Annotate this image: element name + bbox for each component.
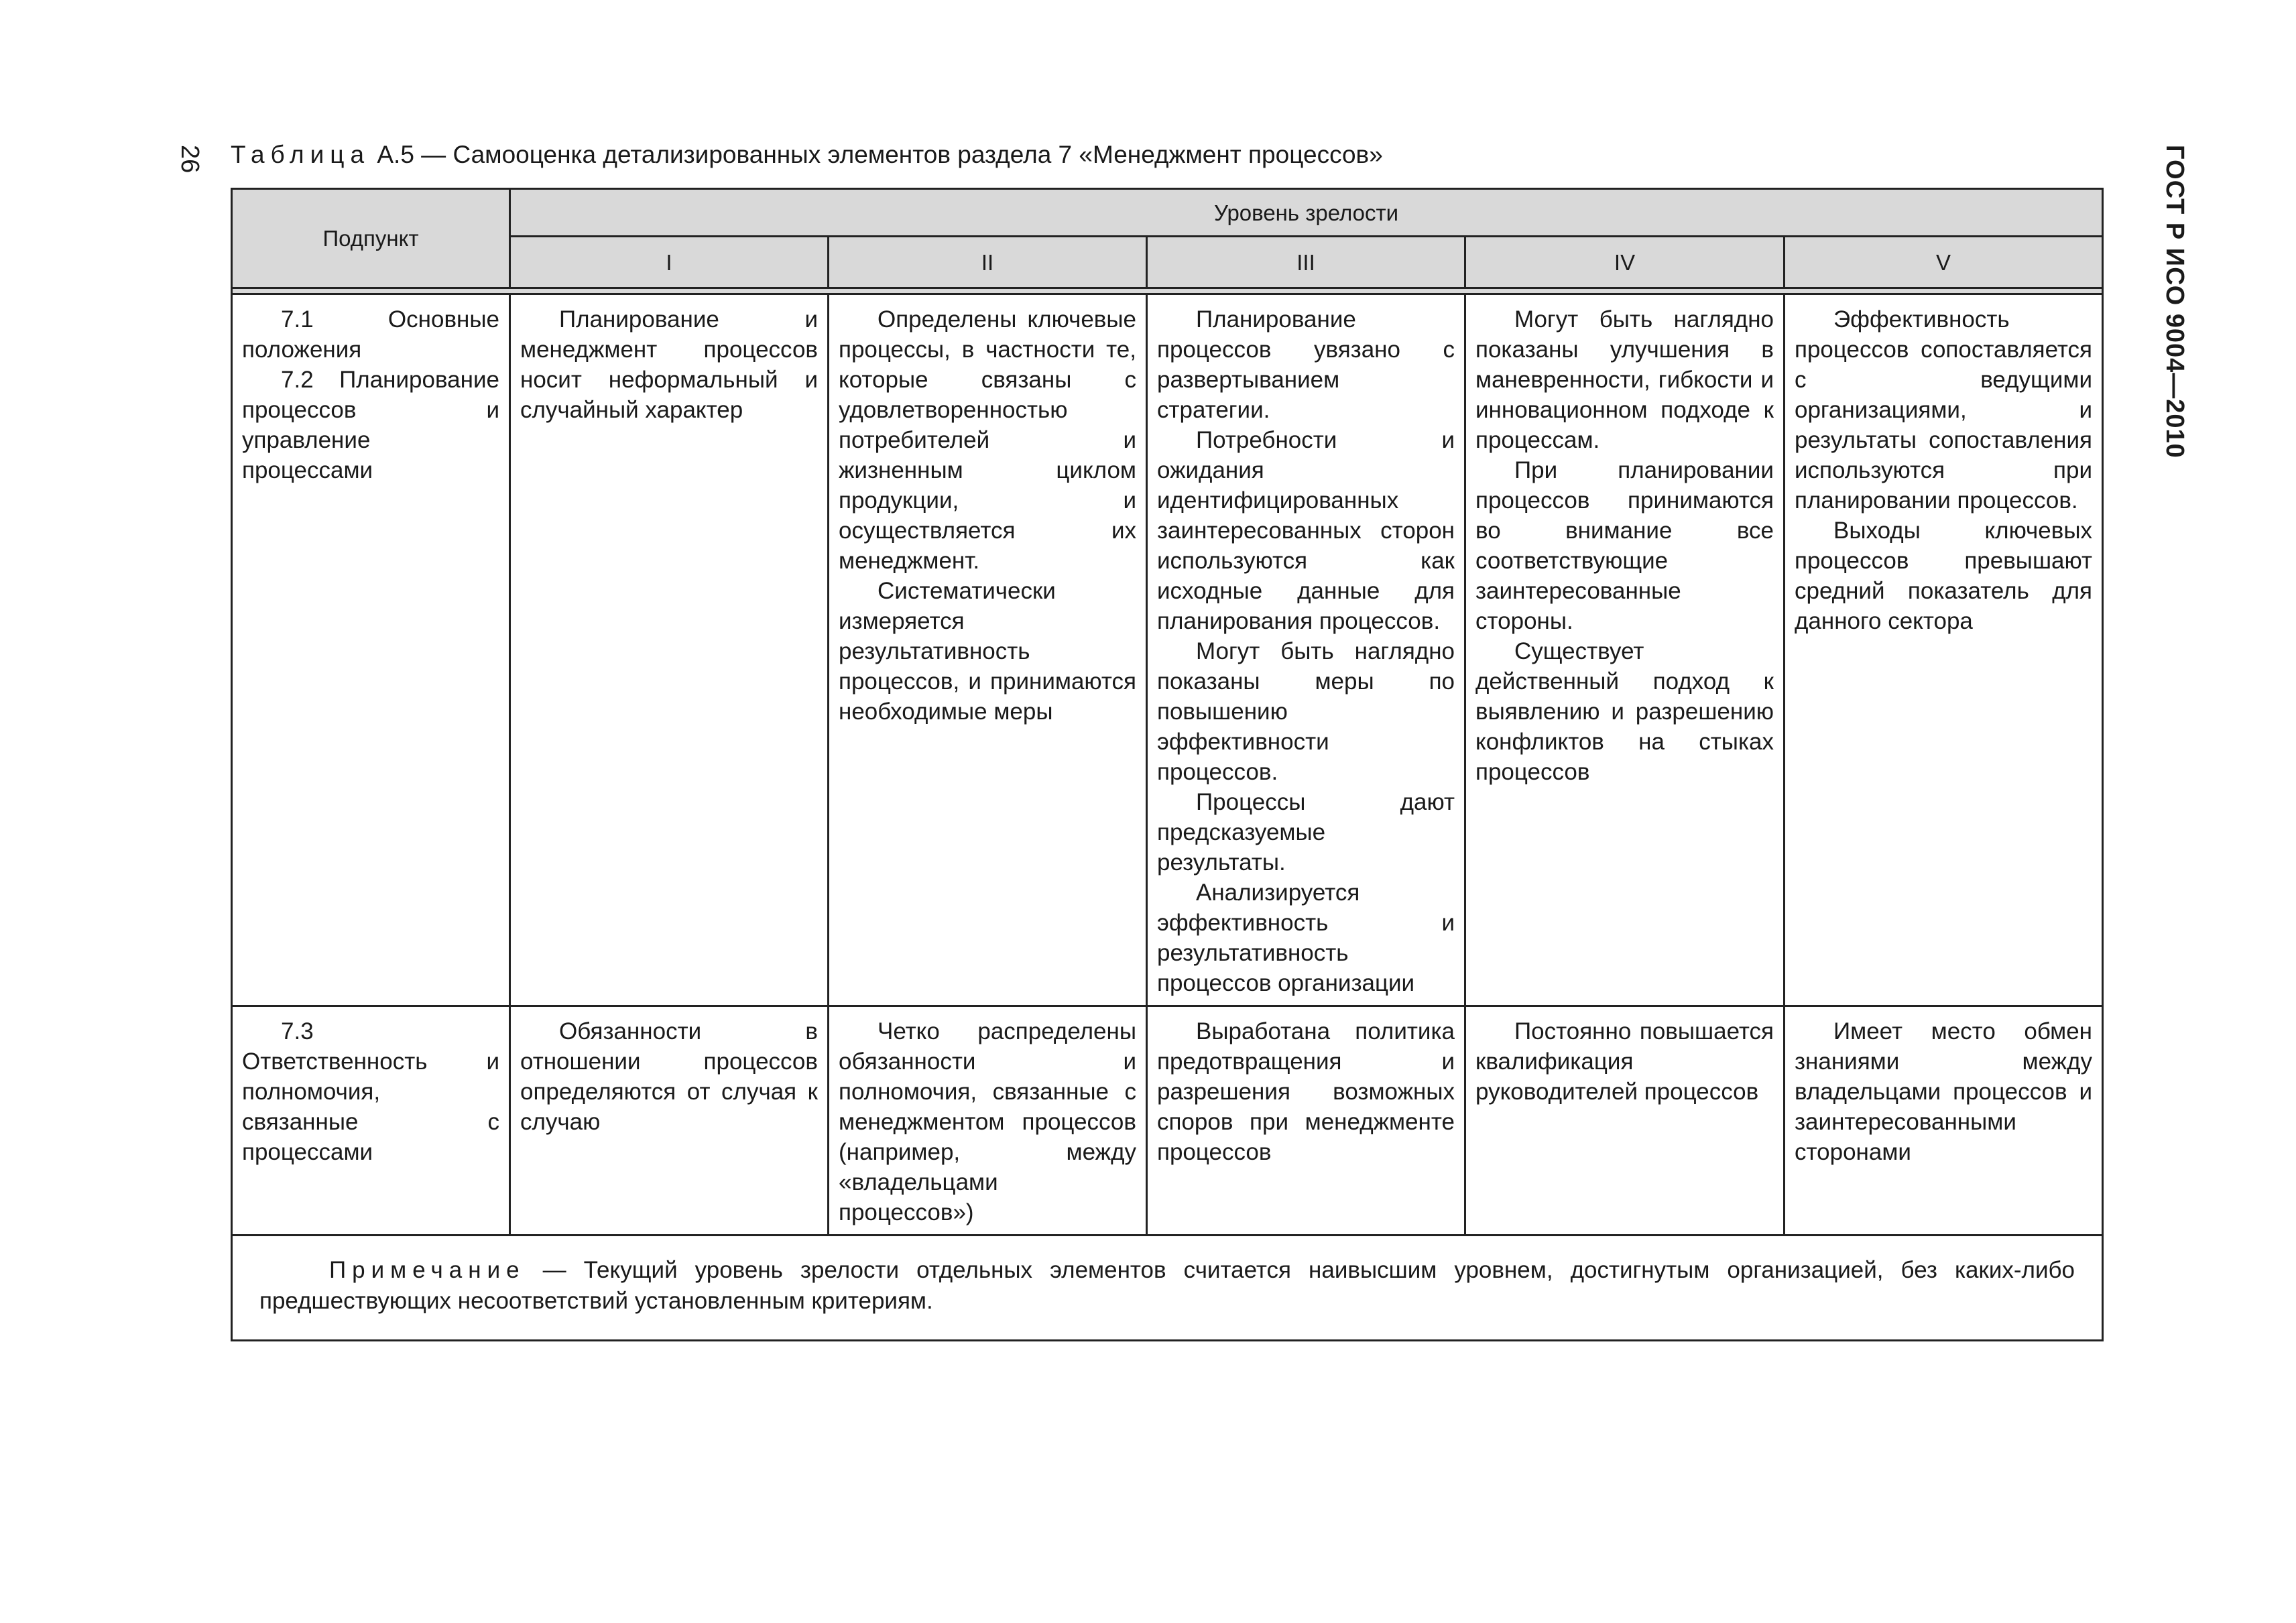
note-paragraph — [259, 1255, 2075, 1317]
cell-paragraph: Планирование процессов увязано с развертыванием стратегии. — [1157, 306, 1455, 423]
cell-paragraph: Выработана политика предотвращения и разрешения возможных споров при менеджменте процессов — [1157, 1018, 1455, 1165]
cell-paragraph: Обязанности в отношении процессов определяются от случая к случаю — [520, 1018, 818, 1135]
maturity-table — [231, 188, 2104, 1341]
table-row — [232, 1006, 2103, 1236]
cell-paragraph: Потребности и ожидания идентифицированных заинтересованных сторон используются как исходные данные для планирования процессов. — [1157, 427, 1455, 634]
note-row — [232, 1236, 2103, 1341]
subpoint-text: 7.1 Основные положения — [242, 306, 499, 363]
level-3-cell — [1147, 1006, 1465, 1236]
cell-paragraph: Систематически измеряется результативность процессов, и принимаются необходимые меры — [839, 578, 1136, 725]
note-text: — Текущий уровень зрелости отдельных элементов считается наивысшим уровнем, достигнутым организацией, без каких-либо предшествующих несоответствий установленным критериям. — [259, 1257, 2075, 1314]
cell-paragraph: Процессы дают предсказуемые результаты. — [1157, 789, 1455, 876]
level-header-2: II — [829, 237, 1147, 288]
level-2-cell — [829, 1006, 1147, 1236]
level-header-4: IV — [1465, 237, 1785, 288]
level-2-cell — [829, 294, 1147, 1006]
table-caption — [231, 141, 1383, 169]
level-header-1: I — [510, 237, 829, 288]
level-1-cell — [510, 1006, 829, 1236]
level-5-cell — [1785, 294, 2103, 1006]
level-4-cell — [1465, 1006, 1785, 1236]
cell-paragraph: Выходы ключевых процессов превышают средний показатель для данного сектора — [1795, 518, 2093, 634]
subpoint-cell — [232, 294, 510, 1006]
caption-text: А.5 — Самооценка детализированных элементов раздела 7 «Менеджмент процессов» — [377, 141, 1383, 168]
level-3-cell — [1147, 294, 1465, 1006]
caption-label: Таблица — [231, 141, 371, 168]
cell-paragraph: Существует действенный подход к выявлению и разрешению конфликтов на стыках процессов — [1475, 638, 1774, 785]
subpoint-text: 7.3 Ответственность и полномочия, связанные с процессами — [242, 1018, 499, 1165]
header-separator — [232, 288, 2103, 294]
level-1-cell — [510, 294, 829, 1006]
cell-paragraph: Могут быть наглядно показаны улучшения в маневренности, гибкости и инновационном подходе к процессам. — [1475, 306, 1774, 453]
cell-paragraph: Планирование и менеджмент процессов носит неформальный и случайный характер — [520, 306, 818, 423]
level-4-cell — [1465, 294, 1785, 1006]
level-header-3: III — [1147, 237, 1465, 288]
page-number: 26 — [176, 145, 204, 174]
maturity-level-header: Уровень зрелости — [510, 189, 2103, 237]
cell-paragraph: Имеет место обмен знаниями между владельцами процессов и заинтересованными сторонами — [1795, 1018, 2093, 1165]
level-5-cell — [1785, 1006, 2103, 1236]
subpoint-header: Подпункт — [232, 189, 510, 288]
level-header-5: V — [1785, 237, 2103, 288]
subpoint-cell — [232, 1006, 510, 1236]
cell-paragraph: Четко распределены обязанности и полномочия, связанные с менеджментом процессов (например, между «владельцами процессов») — [839, 1018, 1136, 1225]
table-row — [232, 294, 2103, 1006]
cell-paragraph: Постоянно повышается квалификация руководителей процессов — [1475, 1018, 1774, 1105]
cell-paragraph: Определены ключевые процессы, в частности те, которые связаны с удовлетворенностью потребителей и жизненным циклом продукции, и осуществляется их менеджмент. — [839, 306, 1136, 574]
cell-paragraph: Анализируется эффективность и результативность процессов организации — [1157, 880, 1455, 996]
cell-paragraph: Эффективность процессов сопоставляется с ведущими организациями, и результаты сопоставления используются при планировании процессов. — [1795, 306, 2093, 514]
table-note — [232, 1236, 2103, 1341]
subpoint-text: 7.2 Планирование процессов и управление процессами — [242, 367, 499, 483]
cell-paragraph: Могут быть наглядно показаны меры по повышению эффективности процессов. — [1157, 638, 1455, 785]
standard-header: ГОСТ Р ИСО 9004—2010 — [2161, 145, 2189, 459]
note-label: Примечание — [329, 1257, 526, 1283]
cell-paragraph: При планировании процессов принимаются во внимание все соответствующие заинтересованные стороны. — [1475, 457, 1774, 634]
